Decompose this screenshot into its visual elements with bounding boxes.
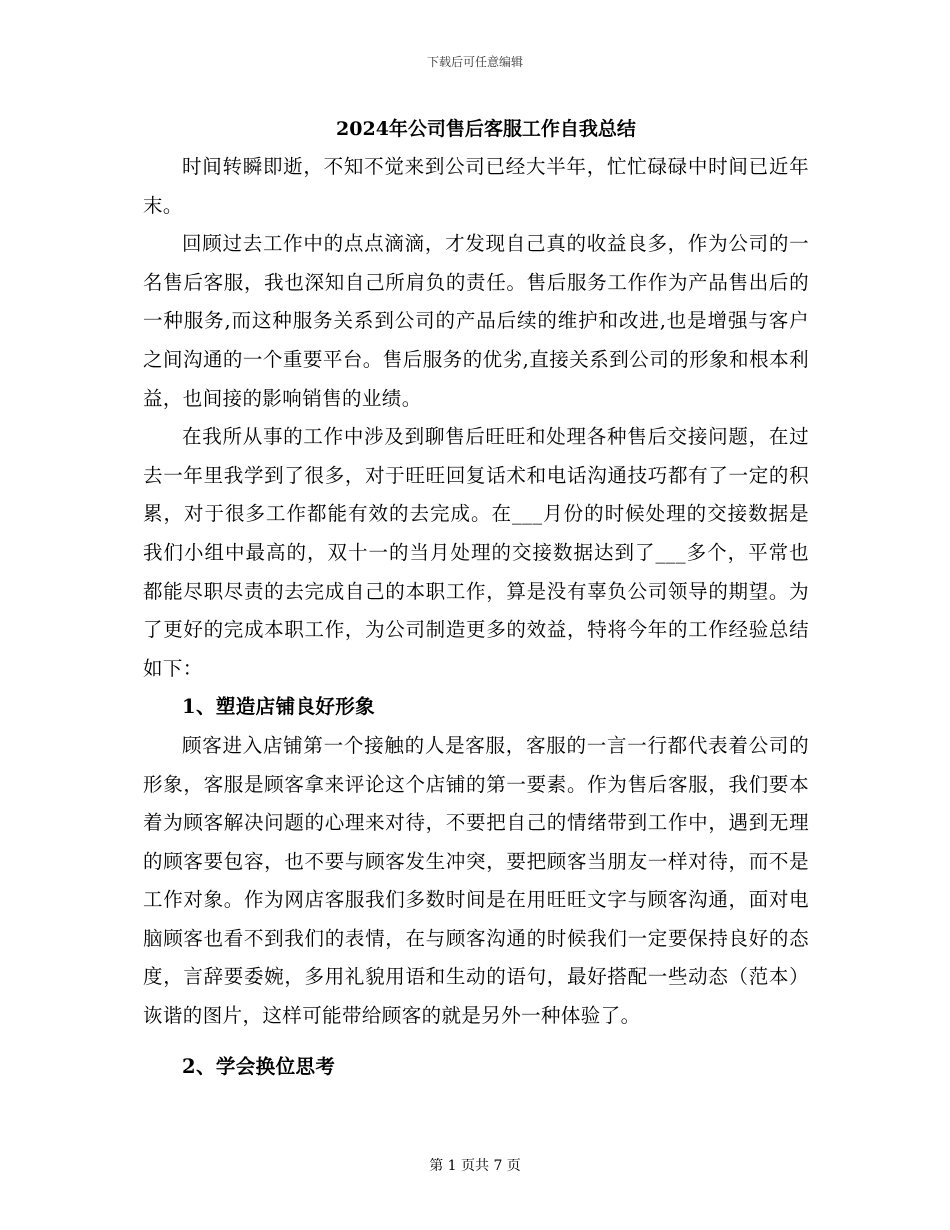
page-header-note: 下载后可任意编辑 — [426, 55, 523, 69]
document-title: 2024年公司售后客服工作自我总结 — [336, 118, 636, 140]
paragraph-work: 在我所从事的工作中涉及到聊售后旺旺和处理各种售后交接问题，在过去一年里我学到了很多，对于旺旺回复话术和电话沟通技巧都有了一定的积累，对于很多工作都能有效的去完成。在___月份的时候处理的交接数据是我们小组中最高的，双十一的当月处理的交接数据达到了___多个，平常也都能尽职尽责的去完成自己的本职工作，算是没有辜负公司领导的期望。为了更好的完成本职工作，为公司制造更多的效益，特将今年的工作经验总结如下： — [143, 425, 809, 680]
document-body — [143, 110, 809, 1086]
page-number: 第 1 页共 7 页 — [429, 1158, 521, 1174]
section-heading-2: 2、学会换位思考 — [182, 1054, 336, 1078]
paragraph-intro: 时间转瞬即逝，不知不觉来到公司已经大半年，忙忙碌碌中时间已近年末。 — [143, 155, 809, 217]
paragraph-section-1: 顾客进入店铺第一个接触的人是客服，客服的一言一行都代表着公司的形象，客服是顾客拿来评论这个店铺的第一要素。作为售后客服，我们要本着为顾客解决问题的心理来对待，不要把自己的情绪带到工作中，遇到无理的顾客要包容，也不要与顾客发生冲突，要把顾客当朋友一样对待，而不是工作对象。作为网店客服我们多数时间是在用旺旺文字与顾客沟通，面对电脑顾客也看不到我们的表情，在与顾客沟通的时候我们一定要保持良好的态度，言辞要委婉，多用礼貌用语和生动的语句，最好搭配一些动态（范本）诙谐的图片，这样可能带给顾客的就是另外一种体验了。 — [143, 733, 809, 1028]
section-heading-1: 1、塑造店铺良好形象 — [182, 695, 376, 719]
paragraph-review: 回顾过去工作中的点点滴滴，才发现自己真的收益良多，作为公司的一名售后客服，我也深知自己所肩负的责任。售后服务工作作为产品售出后的一种服务,而这种服务关系到公司的产品后续的维护和改进,也是增强与客户之间沟通的一个重要平台。售后服务的优劣,直接关系到公司的形象和根本利益，也间接的影响销售的业绩。 — [143, 232, 809, 410]
